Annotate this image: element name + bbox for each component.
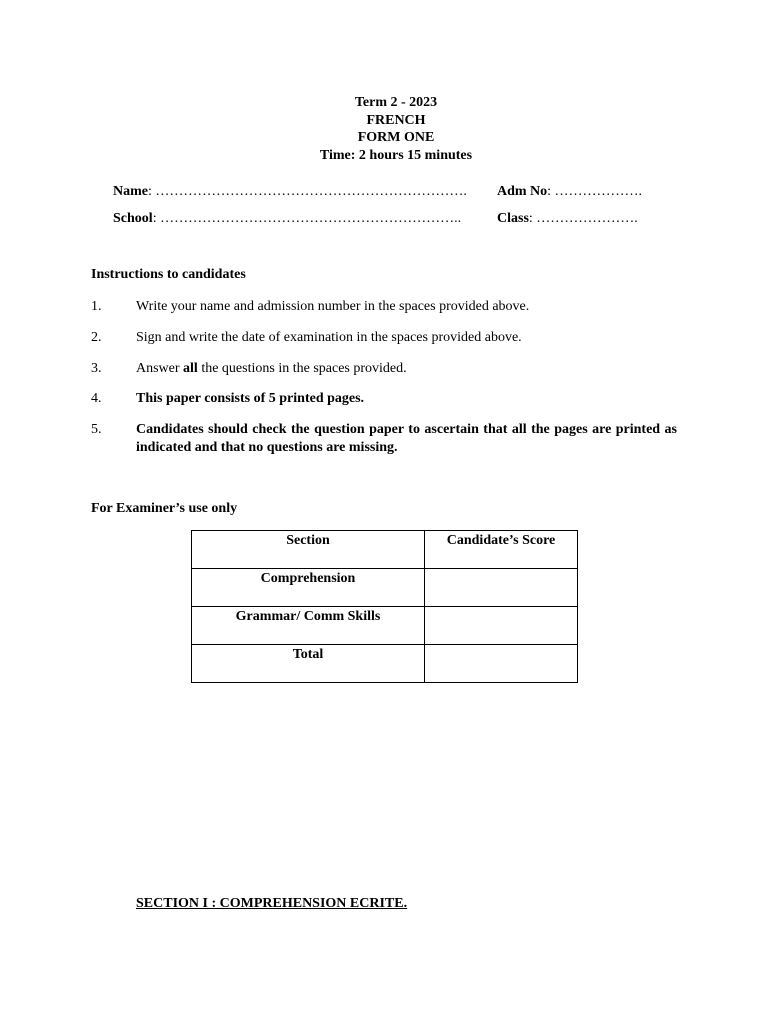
name-label: Name [113,184,148,199]
name-dots: : …………………………………………………………. [148,184,467,199]
class-label: Class [497,211,529,226]
instruction-emphasis: This paper consists of 5 printed pages. [136,391,365,406]
score-cell[interactable] [425,607,578,645]
adm-no-label: Adm No [497,184,548,199]
term-line: Term 2 - 2023 [354,95,438,110]
school-dots: : ……………………………………………………….. [152,211,462,226]
school-label: School [113,211,153,226]
exam-header [0,94,768,164]
examiner-score-table [191,530,578,683]
instructions-heading: Instructions to candidates [91,267,246,282]
examiner-heading: For Examiner’s use only [91,501,238,516]
table-header-row [192,531,578,569]
subject-line: FRENCH [366,112,426,128]
instruction-text: Sign and write the date of examination in the spaces provided above. [136,330,522,345]
class-dots: : …………………. [528,211,638,226]
instruction-number: 2. [91,330,102,345]
table-row [192,607,578,645]
class-field[interactable] [497,211,638,227]
instruction-number: 3. [91,361,102,376]
school-field[interactable] [113,211,461,227]
adm-no-dots: : ………………. [547,184,643,199]
table-row [192,645,578,683]
score-cell[interactable] [425,569,578,607]
section-title: SECTION I : COMPREHENSION ECRITE. [136,896,408,911]
score-column-header: Candidate’s Score [425,531,578,569]
instruction-text: Answer [136,361,184,376]
instruction-text: the questions in the spaces provided. [197,361,407,376]
form-line: FORM ONE [357,130,435,145]
instruction-emphasis: all [183,361,198,376]
instruction-number: 4. [91,391,102,406]
instruction-item [91,298,677,316]
instruction-item [91,329,677,347]
section-column-header: Section [192,531,425,569]
instruction-text: Write your name and admission number in the spaces provided above. [136,299,530,314]
instruction-number: 5. [91,422,102,437]
adm-no-field[interactable] [497,184,642,200]
row-section-label: Comprehension [192,569,425,607]
name-field[interactable] [113,184,467,200]
instruction-item [91,360,677,378]
instruction-item [91,390,677,408]
instruction-number: 1. [91,299,102,314]
table-row [192,569,578,607]
row-section-label: Total [192,645,425,683]
row-section-label: Grammar/ Comm Skills [192,607,425,645]
time-line: Time: 2 hours 15 minutes [319,147,473,163]
score-cell[interactable] [425,645,578,683]
instruction-emphasis: Candidates should check the question paper to ascertain that all the pages are printed as indicated and that no questions are missing. [136,422,677,455]
instruction-item [91,421,677,457]
